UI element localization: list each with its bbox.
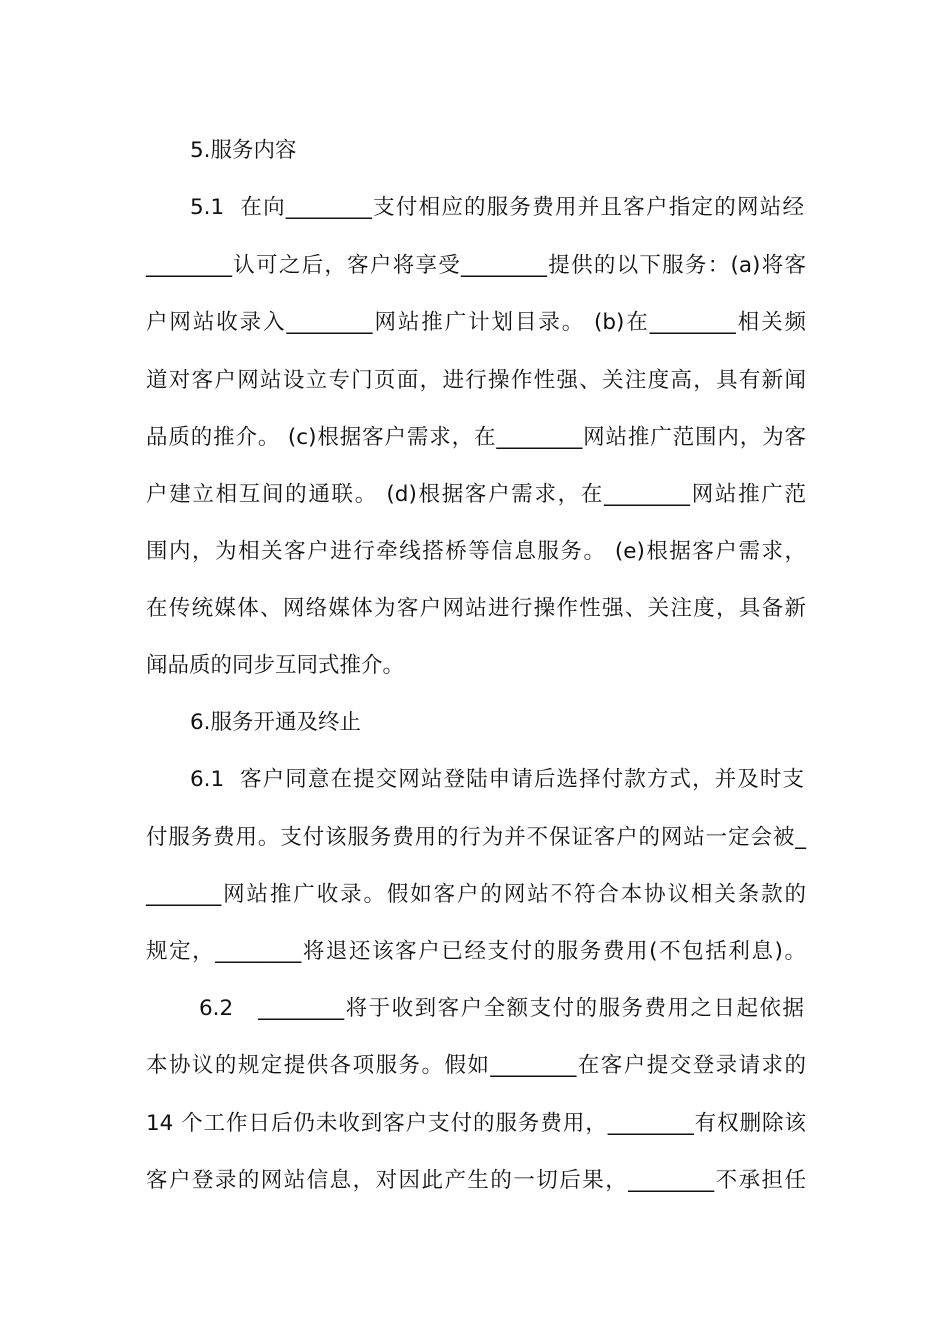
paragraph-5-1-line-5: 品质的推介。 (c)根据客户需求，在________网站推广范围内，为客 bbox=[146, 425, 806, 450]
paragraph-5-1-line-1: 5.1 在向________支付相应的服务费用并且客户指定的网站经 bbox=[190, 195, 804, 220]
paragraph-5-1-line-2: ________认可之后，客户将享受________提供的以下服务：(a)将客 bbox=[146, 253, 806, 278]
paragraph-6-1-line-2: 付服务费用。支付该服务费用的行为并不保证客户的网站一定会被_ bbox=[146, 825, 806, 850]
paragraph-6-1-line-3: _______网站推广收录。假如客户的网站不符合本协议相关条款的 bbox=[146, 882, 806, 907]
paragraph-6-2-line-4: 客户登录的网站信息，对因此产生的一切后果，________不承担任 bbox=[146, 1168, 806, 1193]
paragraph-5-1-line-3: 户网站收录入________网站推广计划目录。 (b)在________相关频 bbox=[146, 310, 806, 335]
paragraph-6-2-line-2: 本协议的规定提供各项服务。假如________在客户提交登录请求的 bbox=[146, 1053, 806, 1078]
paragraph-6-1-line-1: 6.1 客户同意在提交网站登陆申请后选择付款方式，并及时支 bbox=[190, 767, 804, 792]
paragraph-5-1-line-4: 道对客户网站设立专门页面，进行操作性强、关注度高，具有新闻 bbox=[146, 368, 806, 393]
paragraph-5-1-line-9: 闻品质的同步互同式推介。 bbox=[146, 653, 405, 678]
paragraph-6-1-line-4: 规定，________将退还该客户已经支付的服务费用(不包括利息)。 bbox=[146, 939, 806, 964]
paragraph-6-2-line-3: 14 个工作日后仍未收到客户支付的服务费用，________有权删除该 bbox=[146, 1111, 806, 1136]
paragraph-5-1-line-6: 户建立相互间的通联。 (d)根据客户需求，在________网站推广范 bbox=[146, 482, 806, 507]
paragraph-5-1-line-8: 在传统媒体、网络媒体为客户网站进行操作性强、关注度，具备新 bbox=[146, 596, 806, 621]
section-heading-5: 5.服务内容 bbox=[190, 138, 297, 163]
section-heading-6: 6.服务开通及终止 bbox=[190, 710, 362, 735]
paragraph-5-1-line-7: 围内，为相关客户进行牵线搭桥等信息服务。 (e)根据客户需求， bbox=[146, 539, 806, 564]
paragraph-6-2-line-1: 6.2 ________将于收到客户全额支付的服务费用之日起依据 bbox=[199, 996, 804, 1021]
